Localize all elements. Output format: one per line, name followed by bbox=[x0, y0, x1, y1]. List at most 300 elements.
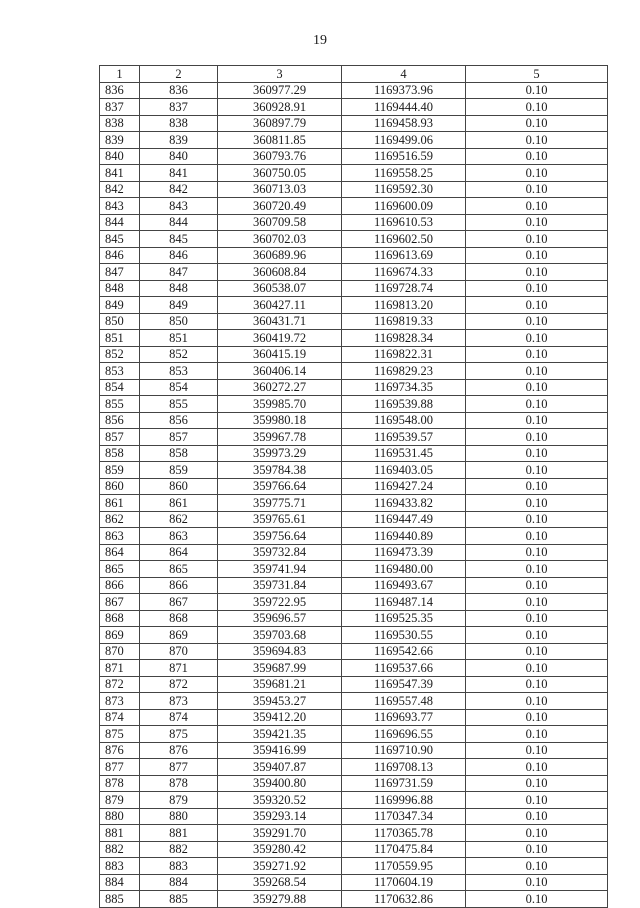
row-index-cell: 839 bbox=[100, 132, 140, 149]
table-row bbox=[100, 198, 608, 215]
row-index-cell: 883 bbox=[100, 858, 140, 875]
y-coordinate-cell: 1169610.53 bbox=[342, 214, 466, 231]
x-coordinate-cell: 360431.71 bbox=[218, 313, 342, 330]
x-coordinate-cell: 359421.35 bbox=[218, 726, 342, 743]
row-index-cell: 868 bbox=[100, 610, 140, 627]
x-coordinate-cell: 359453.27 bbox=[218, 693, 342, 710]
accuracy-cell: 0.10 bbox=[466, 561, 608, 578]
accuracy-cell: 0.10 bbox=[466, 891, 608, 908]
x-coordinate-cell: 359293.14 bbox=[218, 808, 342, 825]
row-index-cell: 866 bbox=[100, 577, 140, 594]
point-number-cell: 843 bbox=[140, 198, 218, 215]
x-coordinate-cell: 360702.03 bbox=[218, 231, 342, 248]
y-coordinate-cell: 1169592.30 bbox=[342, 181, 466, 198]
accuracy-cell: 0.10 bbox=[466, 264, 608, 281]
accuracy-cell: 0.10 bbox=[466, 379, 608, 396]
table-row bbox=[100, 594, 608, 611]
point-number-cell: 872 bbox=[140, 676, 218, 693]
x-coordinate-cell: 359967.78 bbox=[218, 429, 342, 446]
row-index-cell: 858 bbox=[100, 445, 140, 462]
point-number-cell: 842 bbox=[140, 181, 218, 198]
table-row bbox=[100, 742, 608, 759]
row-index-cell: 848 bbox=[100, 280, 140, 297]
y-coordinate-cell: 1169819.33 bbox=[342, 313, 466, 330]
table-row bbox=[100, 627, 608, 644]
table-row bbox=[100, 775, 608, 792]
x-coordinate-cell: 359732.84 bbox=[218, 544, 342, 561]
accuracy-cell: 0.10 bbox=[466, 132, 608, 149]
x-coordinate-cell: 359694.83 bbox=[218, 643, 342, 660]
table-row bbox=[100, 165, 608, 182]
accuracy-cell: 0.10 bbox=[466, 148, 608, 165]
accuracy-cell: 0.10 bbox=[466, 165, 608, 182]
x-coordinate-cell: 359985.70 bbox=[218, 396, 342, 413]
accuracy-cell: 0.10 bbox=[466, 429, 608, 446]
point-number-cell: 869 bbox=[140, 627, 218, 644]
y-coordinate-cell: 1169829.23 bbox=[342, 363, 466, 380]
row-index-cell: 874 bbox=[100, 709, 140, 726]
x-coordinate-cell: 360415.19 bbox=[218, 346, 342, 363]
y-coordinate-cell: 1169531.45 bbox=[342, 445, 466, 462]
column-header: 5 bbox=[466, 66, 608, 83]
accuracy-cell: 0.10 bbox=[466, 462, 608, 479]
row-index-cell: 856 bbox=[100, 412, 140, 429]
x-coordinate-cell: 359765.61 bbox=[218, 511, 342, 528]
accuracy-cell: 0.10 bbox=[466, 214, 608, 231]
row-index-cell: 860 bbox=[100, 478, 140, 495]
y-coordinate-cell: 1169674.33 bbox=[342, 264, 466, 281]
table-row bbox=[100, 643, 608, 660]
y-coordinate-cell: 1170604.19 bbox=[342, 874, 466, 891]
point-number-cell: 876 bbox=[140, 742, 218, 759]
y-coordinate-cell: 1169373.96 bbox=[342, 82, 466, 99]
table-row bbox=[100, 874, 608, 891]
table-row bbox=[100, 346, 608, 363]
accuracy-cell: 0.10 bbox=[466, 231, 608, 248]
x-coordinate-cell: 359784.38 bbox=[218, 462, 342, 479]
point-number-cell: 883 bbox=[140, 858, 218, 875]
row-index-cell: 869 bbox=[100, 627, 140, 644]
table-row bbox=[100, 759, 608, 776]
accuracy-cell: 0.10 bbox=[466, 346, 608, 363]
y-coordinate-cell: 1169487.14 bbox=[342, 594, 466, 611]
point-number-cell: 839 bbox=[140, 132, 218, 149]
row-index-cell: 881 bbox=[100, 825, 140, 842]
y-coordinate-cell: 1169728.74 bbox=[342, 280, 466, 297]
table-row bbox=[100, 858, 608, 875]
table-row bbox=[100, 429, 608, 446]
accuracy-cell: 0.10 bbox=[466, 858, 608, 875]
point-number-cell: 848 bbox=[140, 280, 218, 297]
accuracy-cell: 0.10 bbox=[466, 396, 608, 413]
row-index-cell: 844 bbox=[100, 214, 140, 231]
y-coordinate-cell: 1169447.49 bbox=[342, 511, 466, 528]
row-index-cell: 845 bbox=[100, 231, 140, 248]
x-coordinate-cell: 360977.29 bbox=[218, 82, 342, 99]
table-row bbox=[100, 445, 608, 462]
accuracy-cell: 0.10 bbox=[466, 363, 608, 380]
point-number-cell: 882 bbox=[140, 841, 218, 858]
point-number-cell: 840 bbox=[140, 148, 218, 165]
point-number-cell: 838 bbox=[140, 115, 218, 132]
accuracy-cell: 0.10 bbox=[466, 792, 608, 809]
x-coordinate-cell: 359412.20 bbox=[218, 709, 342, 726]
table-row bbox=[100, 577, 608, 594]
x-coordinate-cell: 360419.72 bbox=[218, 330, 342, 347]
x-coordinate-cell: 359980.18 bbox=[218, 412, 342, 429]
row-index-cell: 861 bbox=[100, 495, 140, 512]
row-index-cell: 862 bbox=[100, 511, 140, 528]
coordinates-table bbox=[99, 65, 608, 908]
table-row bbox=[100, 231, 608, 248]
x-coordinate-cell: 359291.70 bbox=[218, 825, 342, 842]
row-index-cell: 855 bbox=[100, 396, 140, 413]
column-header: 4 bbox=[342, 66, 466, 83]
accuracy-cell: 0.10 bbox=[466, 181, 608, 198]
row-index-cell: 864 bbox=[100, 544, 140, 561]
point-number-cell: 865 bbox=[140, 561, 218, 578]
y-coordinate-cell: 1169542.66 bbox=[342, 643, 466, 660]
x-coordinate-cell: 360689.96 bbox=[218, 247, 342, 264]
table-row bbox=[100, 148, 608, 165]
table-row bbox=[100, 99, 608, 116]
row-index-cell: 879 bbox=[100, 792, 140, 809]
accuracy-cell: 0.10 bbox=[466, 825, 608, 842]
point-number-cell: 867 bbox=[140, 594, 218, 611]
point-number-cell: 857 bbox=[140, 429, 218, 446]
point-number-cell: 881 bbox=[140, 825, 218, 842]
x-coordinate-cell: 360897.79 bbox=[218, 115, 342, 132]
x-coordinate-cell: 360811.85 bbox=[218, 132, 342, 149]
table-row bbox=[100, 709, 608, 726]
row-index-cell: 882 bbox=[100, 841, 140, 858]
column-header: 2 bbox=[140, 66, 218, 83]
point-number-cell: 874 bbox=[140, 709, 218, 726]
x-coordinate-cell: 360427.11 bbox=[218, 297, 342, 314]
y-coordinate-cell: 1169440.89 bbox=[342, 528, 466, 545]
accuracy-cell: 0.10 bbox=[466, 198, 608, 215]
table-row bbox=[100, 297, 608, 314]
column-header: 1 bbox=[100, 66, 140, 83]
point-number-cell: 862 bbox=[140, 511, 218, 528]
row-index-cell: 876 bbox=[100, 742, 140, 759]
accuracy-cell: 0.10 bbox=[466, 99, 608, 116]
accuracy-cell: 0.10 bbox=[466, 577, 608, 594]
point-number-cell: 841 bbox=[140, 165, 218, 182]
y-coordinate-cell: 1169548.00 bbox=[342, 412, 466, 429]
y-coordinate-cell: 1169473.39 bbox=[342, 544, 466, 561]
row-index-cell: 851 bbox=[100, 330, 140, 347]
point-number-cell: 858 bbox=[140, 445, 218, 462]
point-number-cell: 837 bbox=[140, 99, 218, 116]
x-coordinate-cell: 359416.99 bbox=[218, 742, 342, 759]
accuracy-cell: 0.10 bbox=[466, 874, 608, 891]
point-number-cell: 863 bbox=[140, 528, 218, 545]
accuracy-cell: 0.10 bbox=[466, 709, 608, 726]
table-row bbox=[100, 808, 608, 825]
x-coordinate-cell: 360709.58 bbox=[218, 214, 342, 231]
row-index-cell: 871 bbox=[100, 660, 140, 677]
row-index-cell: 854 bbox=[100, 379, 140, 396]
table-row bbox=[100, 330, 608, 347]
point-number-cell: 859 bbox=[140, 462, 218, 479]
x-coordinate-cell: 360272.27 bbox=[218, 379, 342, 396]
point-number-cell: 879 bbox=[140, 792, 218, 809]
row-index-cell: 841 bbox=[100, 165, 140, 182]
row-index-cell: 872 bbox=[100, 676, 140, 693]
y-coordinate-cell: 1169822.31 bbox=[342, 346, 466, 363]
table-row bbox=[100, 264, 608, 281]
accuracy-cell: 0.10 bbox=[466, 808, 608, 825]
table-row bbox=[100, 792, 608, 809]
point-number-cell: 880 bbox=[140, 808, 218, 825]
y-coordinate-cell: 1170632.86 bbox=[342, 891, 466, 908]
point-number-cell: 847 bbox=[140, 264, 218, 281]
table-row bbox=[100, 660, 608, 677]
point-number-cell: 860 bbox=[140, 478, 218, 495]
table-header-row bbox=[100, 66, 608, 83]
table-row bbox=[100, 313, 608, 330]
x-coordinate-cell: 359280.42 bbox=[218, 841, 342, 858]
table-row bbox=[100, 214, 608, 231]
row-index-cell: 870 bbox=[100, 643, 140, 660]
row-index-cell: 877 bbox=[100, 759, 140, 776]
point-number-cell: 861 bbox=[140, 495, 218, 512]
row-index-cell: 863 bbox=[100, 528, 140, 545]
y-coordinate-cell: 1169613.69 bbox=[342, 247, 466, 264]
point-number-cell: 853 bbox=[140, 363, 218, 380]
accuracy-cell: 0.10 bbox=[466, 412, 608, 429]
accuracy-cell: 0.10 bbox=[466, 660, 608, 677]
y-coordinate-cell: 1169537.66 bbox=[342, 660, 466, 677]
row-index-cell: 867 bbox=[100, 594, 140, 611]
x-coordinate-cell: 359731.84 bbox=[218, 577, 342, 594]
x-coordinate-cell: 359722.95 bbox=[218, 594, 342, 611]
accuracy-cell: 0.10 bbox=[466, 445, 608, 462]
y-coordinate-cell: 1169693.77 bbox=[342, 709, 466, 726]
row-index-cell: 857 bbox=[100, 429, 140, 446]
accuracy-cell: 0.10 bbox=[466, 693, 608, 710]
row-index-cell: 875 bbox=[100, 726, 140, 743]
y-coordinate-cell: 1169602.50 bbox=[342, 231, 466, 248]
y-coordinate-cell: 1169557.48 bbox=[342, 693, 466, 710]
row-index-cell: 859 bbox=[100, 462, 140, 479]
accuracy-cell: 0.10 bbox=[466, 280, 608, 297]
point-number-cell: 873 bbox=[140, 693, 218, 710]
y-coordinate-cell: 1169696.55 bbox=[342, 726, 466, 743]
table-row bbox=[100, 693, 608, 710]
y-coordinate-cell: 1169731.59 bbox=[342, 775, 466, 792]
table-row bbox=[100, 396, 608, 413]
table-row bbox=[100, 610, 608, 627]
x-coordinate-cell: 360406.14 bbox=[218, 363, 342, 380]
y-coordinate-cell: 1169558.25 bbox=[342, 165, 466, 182]
table-row bbox=[100, 181, 608, 198]
table-row bbox=[100, 115, 608, 132]
point-number-cell: 854 bbox=[140, 379, 218, 396]
accuracy-cell: 0.10 bbox=[466, 627, 608, 644]
y-coordinate-cell: 1169828.34 bbox=[342, 330, 466, 347]
x-coordinate-cell: 360720.49 bbox=[218, 198, 342, 215]
y-coordinate-cell: 1170365.78 bbox=[342, 825, 466, 842]
row-index-cell: 842 bbox=[100, 181, 140, 198]
row-index-cell: 873 bbox=[100, 693, 140, 710]
accuracy-cell: 0.10 bbox=[466, 495, 608, 512]
point-number-cell: 864 bbox=[140, 544, 218, 561]
accuracy-cell: 0.10 bbox=[466, 775, 608, 792]
row-index-cell: 850 bbox=[100, 313, 140, 330]
accuracy-cell: 0.10 bbox=[466, 528, 608, 545]
table-row bbox=[100, 561, 608, 578]
table-row bbox=[100, 544, 608, 561]
table-row bbox=[100, 247, 608, 264]
y-coordinate-cell: 1169433.82 bbox=[342, 495, 466, 512]
point-number-cell: 849 bbox=[140, 297, 218, 314]
row-index-cell: 840 bbox=[100, 148, 140, 165]
accuracy-cell: 0.10 bbox=[466, 330, 608, 347]
row-index-cell: 838 bbox=[100, 115, 140, 132]
y-coordinate-cell: 1170559.95 bbox=[342, 858, 466, 875]
x-coordinate-cell: 360928.91 bbox=[218, 99, 342, 116]
accuracy-cell: 0.10 bbox=[466, 313, 608, 330]
y-coordinate-cell: 1169547.39 bbox=[342, 676, 466, 693]
point-number-cell: 871 bbox=[140, 660, 218, 677]
row-index-cell: 846 bbox=[100, 247, 140, 264]
accuracy-cell: 0.10 bbox=[466, 759, 608, 776]
y-coordinate-cell: 1169427.24 bbox=[342, 478, 466, 495]
table-row bbox=[100, 825, 608, 842]
row-index-cell: 852 bbox=[100, 346, 140, 363]
table-row bbox=[100, 495, 608, 512]
row-index-cell: 884 bbox=[100, 874, 140, 891]
x-coordinate-cell: 359279.88 bbox=[218, 891, 342, 908]
point-number-cell: 846 bbox=[140, 247, 218, 264]
y-coordinate-cell: 1169493.67 bbox=[342, 577, 466, 594]
accuracy-cell: 0.10 bbox=[466, 247, 608, 264]
row-index-cell: 849 bbox=[100, 297, 140, 314]
point-number-cell: 855 bbox=[140, 396, 218, 413]
accuracy-cell: 0.10 bbox=[466, 643, 608, 660]
y-coordinate-cell: 1169710.90 bbox=[342, 742, 466, 759]
point-number-cell: 845 bbox=[140, 231, 218, 248]
table-row bbox=[100, 462, 608, 479]
y-coordinate-cell: 1170347.34 bbox=[342, 808, 466, 825]
y-coordinate-cell: 1169458.93 bbox=[342, 115, 466, 132]
y-coordinate-cell: 1169516.59 bbox=[342, 148, 466, 165]
x-coordinate-cell: 359973.29 bbox=[218, 445, 342, 462]
x-coordinate-cell: 360750.05 bbox=[218, 165, 342, 182]
point-number-cell: 877 bbox=[140, 759, 218, 776]
row-index-cell: 836 bbox=[100, 82, 140, 99]
x-coordinate-cell: 360713.03 bbox=[218, 181, 342, 198]
point-number-cell: 878 bbox=[140, 775, 218, 792]
point-number-cell: 885 bbox=[140, 891, 218, 908]
x-coordinate-cell: 359320.52 bbox=[218, 792, 342, 809]
x-coordinate-cell: 359741.94 bbox=[218, 561, 342, 578]
y-coordinate-cell: 1169499.06 bbox=[342, 132, 466, 149]
y-coordinate-cell: 1170475.84 bbox=[342, 841, 466, 858]
page-number: 19 bbox=[313, 33, 327, 48]
row-index-cell: 853 bbox=[100, 363, 140, 380]
x-coordinate-cell: 359696.57 bbox=[218, 610, 342, 627]
x-coordinate-cell: 359271.92 bbox=[218, 858, 342, 875]
accuracy-cell: 0.10 bbox=[466, 726, 608, 743]
y-coordinate-cell: 1169525.35 bbox=[342, 610, 466, 627]
x-coordinate-cell: 359775.71 bbox=[218, 495, 342, 512]
x-coordinate-cell: 359766.64 bbox=[218, 478, 342, 495]
y-coordinate-cell: 1169403.05 bbox=[342, 462, 466, 479]
y-coordinate-cell: 1169734.35 bbox=[342, 379, 466, 396]
column-header: 3 bbox=[218, 66, 342, 83]
point-number-cell: 850 bbox=[140, 313, 218, 330]
row-index-cell: 837 bbox=[100, 99, 140, 116]
table-row bbox=[100, 511, 608, 528]
accuracy-cell: 0.10 bbox=[466, 594, 608, 611]
y-coordinate-cell: 1169600.09 bbox=[342, 198, 466, 215]
row-index-cell: 847 bbox=[100, 264, 140, 281]
accuracy-cell: 0.10 bbox=[466, 511, 608, 528]
table-row bbox=[100, 82, 608, 99]
x-coordinate-cell: 360793.76 bbox=[218, 148, 342, 165]
accuracy-cell: 0.10 bbox=[466, 115, 608, 132]
table-row bbox=[100, 363, 608, 380]
row-index-cell: 843 bbox=[100, 198, 140, 215]
accuracy-cell: 0.10 bbox=[466, 841, 608, 858]
accuracy-cell: 0.10 bbox=[466, 676, 608, 693]
x-coordinate-cell: 359756.64 bbox=[218, 528, 342, 545]
y-coordinate-cell: 1169996.88 bbox=[342, 792, 466, 809]
point-number-cell: 875 bbox=[140, 726, 218, 743]
x-coordinate-cell: 359407.87 bbox=[218, 759, 342, 776]
x-coordinate-cell: 360608.84 bbox=[218, 264, 342, 281]
point-number-cell: 856 bbox=[140, 412, 218, 429]
table-row bbox=[100, 841, 608, 858]
table-row bbox=[100, 676, 608, 693]
point-number-cell: 844 bbox=[140, 214, 218, 231]
y-coordinate-cell: 1169813.20 bbox=[342, 297, 466, 314]
table-row bbox=[100, 726, 608, 743]
x-coordinate-cell: 359703.68 bbox=[218, 627, 342, 644]
y-coordinate-cell: 1169480.00 bbox=[342, 561, 466, 578]
y-coordinate-cell: 1169530.55 bbox=[342, 627, 466, 644]
table-row bbox=[100, 379, 608, 396]
row-index-cell: 885 bbox=[100, 891, 140, 908]
row-index-cell: 865 bbox=[100, 561, 140, 578]
x-coordinate-cell: 359268.54 bbox=[218, 874, 342, 891]
table-row bbox=[100, 478, 608, 495]
y-coordinate-cell: 1169708.13 bbox=[342, 759, 466, 776]
table-row bbox=[100, 528, 608, 545]
point-number-cell: 866 bbox=[140, 577, 218, 594]
x-coordinate-cell: 359400.80 bbox=[218, 775, 342, 792]
accuracy-cell: 0.10 bbox=[466, 544, 608, 561]
point-number-cell: 851 bbox=[140, 330, 218, 347]
table-row bbox=[100, 412, 608, 429]
row-index-cell: 880 bbox=[100, 808, 140, 825]
point-number-cell: 836 bbox=[140, 82, 218, 99]
y-coordinate-cell: 1169444.40 bbox=[342, 99, 466, 116]
accuracy-cell: 0.10 bbox=[466, 610, 608, 627]
table-row bbox=[100, 132, 608, 149]
point-number-cell: 852 bbox=[140, 346, 218, 363]
row-index-cell: 878 bbox=[100, 775, 140, 792]
accuracy-cell: 0.10 bbox=[466, 742, 608, 759]
x-coordinate-cell: 360538.07 bbox=[218, 280, 342, 297]
accuracy-cell: 0.10 bbox=[466, 478, 608, 495]
point-number-cell: 884 bbox=[140, 874, 218, 891]
y-coordinate-cell: 1169539.57 bbox=[342, 429, 466, 446]
x-coordinate-cell: 359687.99 bbox=[218, 660, 342, 677]
